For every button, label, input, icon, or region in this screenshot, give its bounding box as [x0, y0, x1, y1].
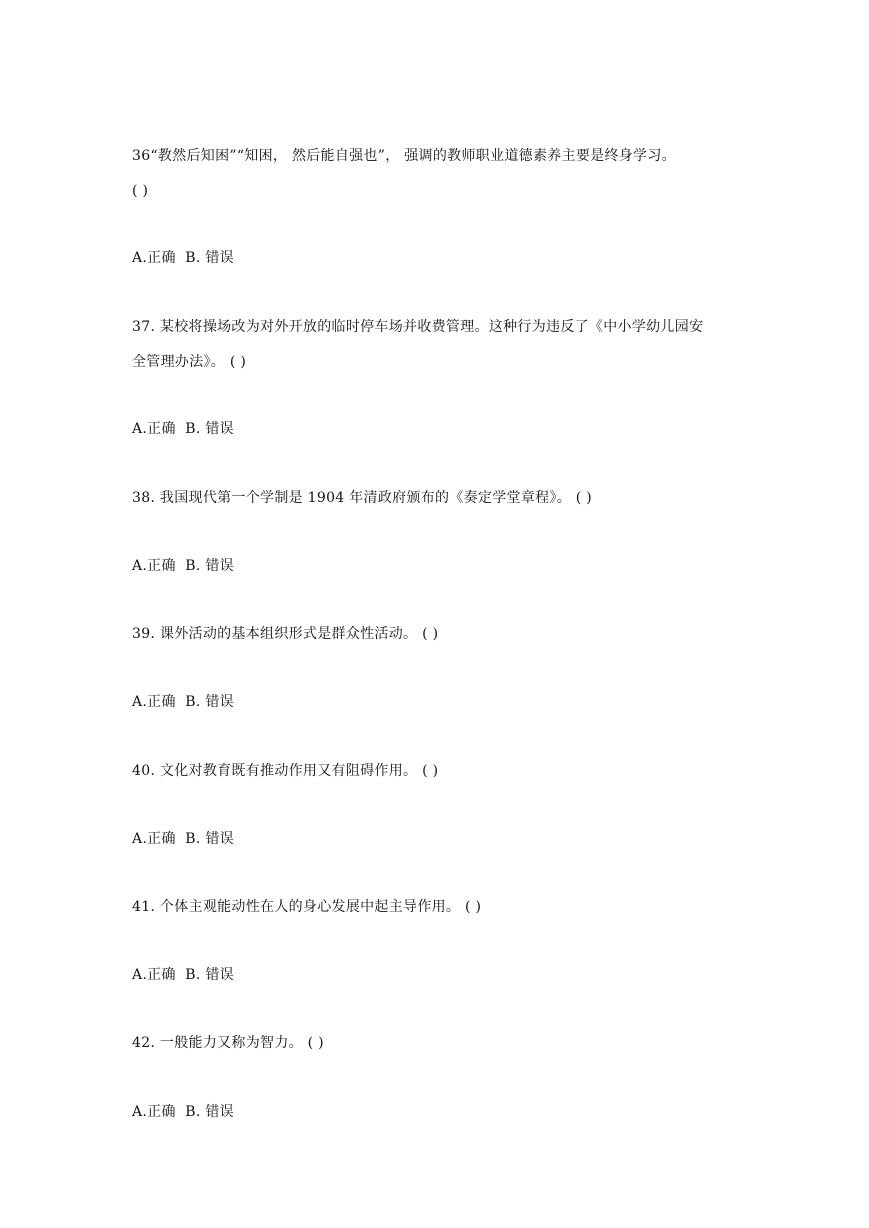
question-36-text-line-2: ( ) [132, 183, 149, 199]
question-41-text: 41. 个体主观能动性在人的身心发展中起主导作用。 ( ) [132, 899, 482, 915]
question-40-text: 40. 文化对教育既有推动作用又有阻碍作用。 ( ) [132, 763, 439, 779]
question-42-options: A.正确 B. 错误 [132, 1104, 234, 1120]
question-36-text-line-1: 36“教然后知困”“知困， 然后能自强也”， 强调的教师职业道德素养主要是终身学习。 [132, 148, 676, 164]
question-40-options: A.正确 B. 错误 [132, 831, 234, 847]
question-41-options: A.正确 B. 错误 [132, 967, 234, 983]
question-39-text: 39. 课外活动的基本组织形式是群众性活动。 ( ) [132, 626, 439, 642]
question-37-text-line-1: 37. 某校将操场改为对外开放的临时停车场并收费管理。这种行为违反了《中小学幼儿园安 [132, 319, 704, 335]
question-42-text: 42. 一般能力又称为智力。 ( ) [132, 1035, 324, 1051]
question-39-options: A.正确 B. 错误 [132, 694, 234, 710]
question-37-options: A.正确 B. 错误 [132, 421, 234, 437]
question-38-text: 38. 我国现代第一个学制是 1904 年清政府颁布的《奏定学堂章程》。 ( ) [132, 490, 593, 506]
question-37-text-line-2: 全管理办法》。 ( ) [132, 354, 247, 370]
question-38-options: A.正确 B. 错误 [132, 558, 234, 574]
question-36-options: A.正确 B. 错误 [132, 250, 234, 266]
